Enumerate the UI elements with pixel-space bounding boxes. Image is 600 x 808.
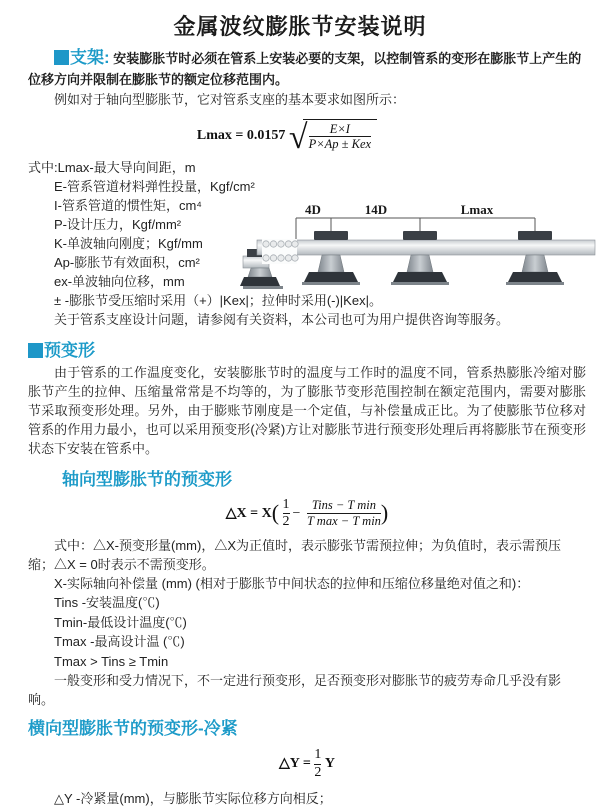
dim-label-14d: 14D (364, 202, 388, 217)
variable-line: I-管系管道的惯性矩，cm⁴ (54, 197, 202, 213)
temp-fraction-numerator: Tins − T min (311, 498, 376, 513)
lateral-formula-description: △Y -冷紧量(mm)，与膨胀节实际位移方向相反； (54, 790, 332, 806)
lateral-formula-lhs: △Y = (279, 756, 311, 772)
predeform-body-text: 由于管系的工作温度变化，安装膨胀节时的温度与工作时的温度不同，管系热膨胀冷缩对膨胀节产生的拉伸、压缩量常常是不均等的，为了膨胀节变形范围控制在额定范围内，需要对膨胀节采取预变形处理。另外，由于膨账节刚度是一个定值，与补偿量成正比。为了使膨胀节位移对管系的作用力最小，也可以采用预变形(冷紧)方让对膨胀节进行预变形处理后再将膨胀节在预变形状态下安装在管系中。 (28, 364, 586, 456)
variable-line: P-设计压力，Kgf/mm² (54, 216, 182, 232)
temp-fraction-denominator: T max − T min (306, 513, 381, 528)
variable-line: 式中:Lmax-最大导向间距，m (28, 159, 196, 175)
lmax-fraction-denominator: P×Ap ± Kex (308, 137, 372, 152)
axial-variable-definitions (28, 574, 586, 672)
half-denominator: 2 (282, 513, 290, 529)
lmax-fraction-numerator: E×I (329, 122, 350, 136)
support-intro-text: 安装膨胀节时必须在管系上安装必要的支架，以控制管系的变形在膨胀节上产生的位移方向并限制在膨胀节的额定位移范围内。 (28, 51, 582, 87)
bellows-icon (262, 239, 298, 264)
lateral-half-denominator: 2 (314, 764, 322, 780)
axial-variable-line: Tmax > Tins ≥ Tmin (54, 653, 169, 669)
axial-subheading: 轴向型膨胀节的预变形 (62, 469, 232, 489)
axial-variable-line: Tmin-最低设计温度(℃) (54, 614, 187, 630)
variable-line: E-管系管道材料弹性投量，Kgf/cm² (54, 178, 255, 194)
temperature-fraction (307, 498, 381, 528)
dim-label-4d: 4D (305, 202, 321, 217)
pipe-support-diagram (243, 202, 595, 300)
axial-formula-description: 式中：△X-预变形量(mm)，△X为正值时，表示膨张节需预拉伸；为负值时，表示需预压缩；△X = 0时表示不需预变形。 (28, 537, 561, 572)
variable-line: K-单波轴向刚度；Kgf/mm (54, 235, 203, 251)
guide-support (506, 231, 564, 285)
axial-note-text: 一般变形和受力情况下，不一定进行预变形，足否预变形对膨胀节的疲劳寿命几乎没有影响。 (28, 673, 562, 708)
lmax-fraction (309, 122, 372, 152)
predeform-section-heading-row (28, 336, 586, 361)
axial-formula (28, 497, 586, 530)
support-intro-paragraph (28, 47, 586, 90)
support-note-text: 关于管系支座设计问题，请参阅有关资料，本公司也可为用户提供咨询等服务。 (54, 311, 510, 327)
document-page (0, 10, 600, 806)
dim-label-lmax: Lmax (460, 202, 494, 217)
variable-line: Ap-膨胀节有效面积，cm² (54, 254, 200, 270)
predeform-section-heading: 预变形 (44, 340, 95, 360)
variable-line: ± -膨胀节受压缩时采用（+）|Kex|；拉伸时采用(-)|Kex|。 (54, 292, 382, 308)
lateral-formula (28, 747, 586, 780)
lateral-subheading: 横向型膨胀节的预变形-冷紧 (28, 719, 238, 739)
lmax-formula-lhs: Lmax = 0.0157 (196, 128, 286, 144)
lateral-half-numerator: 1 (314, 747, 322, 763)
page-title: 金属波纹膨胀节安装说明 (173, 14, 427, 39)
half-numerator: 1 (282, 496, 290, 512)
pipe-support-diagram-svg (243, 202, 595, 300)
variable-line: ex-单波轴向位移，mm (54, 273, 185, 289)
radical-icon: √ (288, 118, 308, 156)
close-paren: ) (380, 499, 389, 525)
section-square-icon (54, 50, 69, 65)
one-half-fraction (283, 497, 290, 530)
axial-variable-line: Tmax -最高设计温 (℃) (54, 634, 185, 650)
square-root-expression (288, 118, 377, 156)
support-example-text: 例如对于轴向型膨胀节，它对管系支座的基本要求如图所示： (54, 92, 406, 107)
axial-variable-line: Tins -安装温度(℃) (54, 595, 160, 611)
main-pipe (257, 240, 595, 255)
minus-sign: − (292, 505, 301, 521)
document-content (0, 47, 600, 808)
lateral-half-fraction (314, 747, 321, 780)
lmax-formula (28, 118, 546, 156)
radicand (303, 119, 378, 153)
open-paren: ( (271, 499, 280, 525)
axial-variable-line: X-实际轴向补偿量 (mm) (相对于膨胀节中间状态的拉伸和压缩位移量绝对值之和)： (54, 575, 530, 591)
axial-formula-lhs: △X = X (225, 505, 272, 521)
section-square-icon (28, 343, 43, 358)
support-section-heading: 支架: (70, 48, 110, 67)
guide-support (391, 231, 449, 285)
lateral-formula-rhs: Y (324, 756, 335, 772)
guide-support (302, 231, 360, 285)
